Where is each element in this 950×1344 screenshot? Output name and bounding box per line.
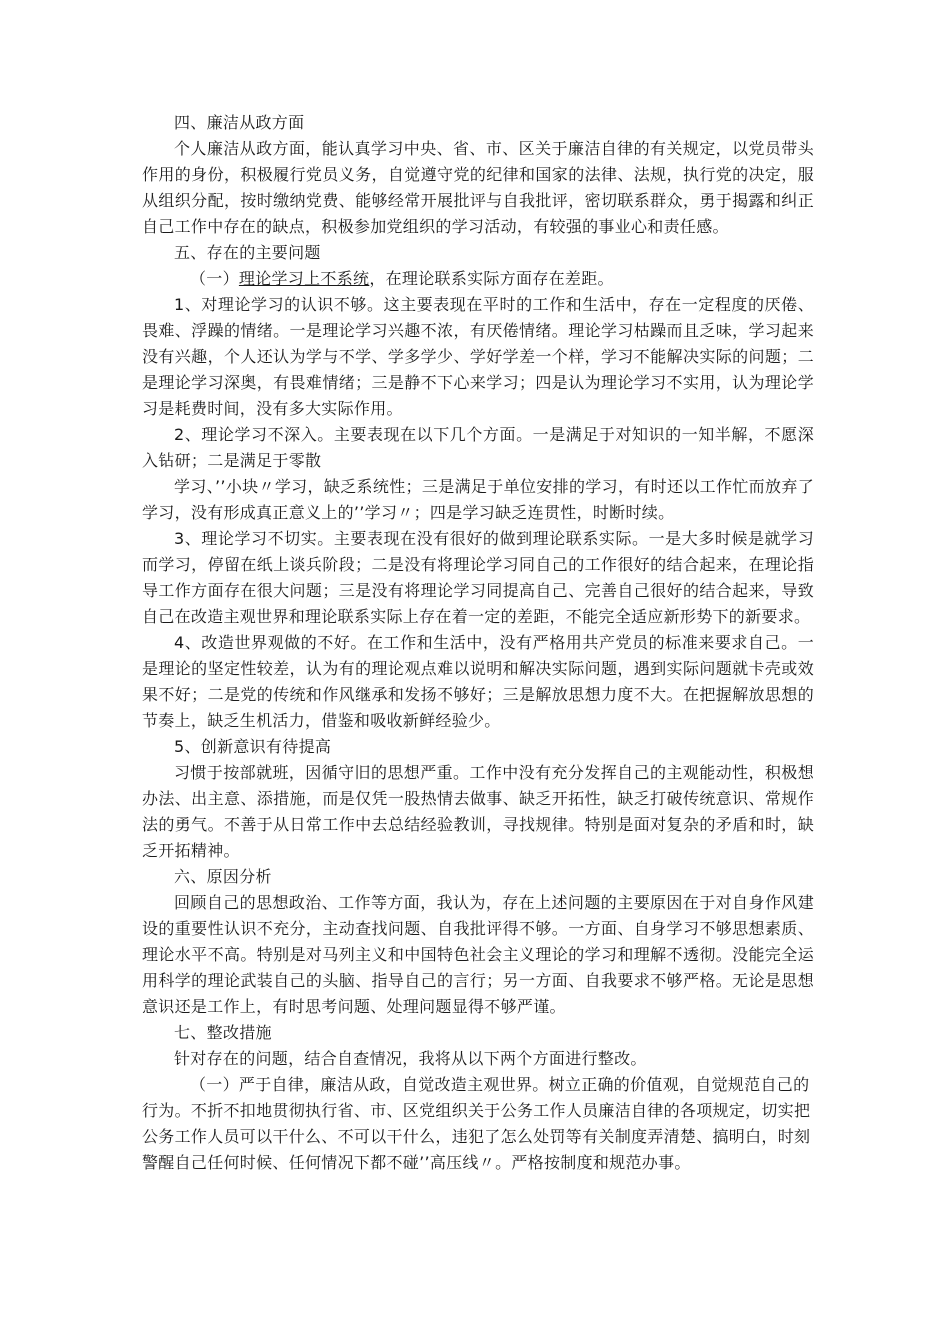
sub-heading-suffix: ，在理论联系实际方面存在差距。: [369, 269, 614, 288]
paragraph-problem-5-title: 5、创新意识有待提高: [174, 737, 332, 756]
sub-heading-theory-study: [142, 266, 814, 292]
sub-heading-prefix: （一）: [190, 269, 239, 288]
paragraph-problem-3: 3、理论学习不切实。主要表现在没有很好的做到理论联系实际。一是大多时候是就学习而学习，停留在纸上谈兵阶段；二是没有将理论学习同自己的工作很好的结合起来，在理论指导工作方面存在很大问题；三是没有将理论学习同提高自己、完善自己很好的结合起来，导致自己在改造主观世界和理论联系实际上存在着一定的差距，不能完全适应新形势下的新要求。: [142, 529, 814, 626]
section-heading-problems: 五、存在的主要问题: [174, 243, 321, 262]
paragraph-problem-2: 2、理论学习不深入。主要表现在以下几个方面。一是满足于对知识的一知半解，不愿深入钻研；二是满足于零散: [142, 425, 814, 470]
section-heading-causes: 六、原因分析: [174, 867, 272, 886]
sub-heading-underlined-text: 理论学习上不系统: [238, 269, 370, 288]
paragraph-measures-1: （一）严于自律，廉洁从政，自觉改造主观世界。树立正确的价值观，自觉规范自己的行为。不折不扣地贯彻执行省、市、区党组织关于公务工作人员廉洁自律的各项规定，切实把公务工作人员可以干什么、不可以干什么，违犯了怎么处罚等有关制度弄清楚、搞明白，时刻警醒自己任何时候、任何情况下都不碰’’高压线〃。严格按制度和规范办事。: [142, 1075, 811, 1172]
section-heading-integrity: 四、廉洁从政方面: [174, 113, 305, 132]
paragraph-problem-4: 4、改造世界观做的不好。在工作和生活中，没有严格用共产党员的标准来要求自己。一是理论的坚定性较差，认为有的理论观点难以说明和解决实际问题，遇到实际问题就卡壳或效果不好；二是党的传统和作风继承和发扬不够好；三是解放思想力度不大。在把握解放思想的节奏上，缺乏生机活力，借鉴和吸收新鲜经验少。: [142, 633, 814, 730]
paragraph-problem-2-continued: 学习、’’小块〃学习，缺乏系统性；三是满足于单位安排的学习，有时还以工作忙而放弃了学习，没有形成真正意义上的’’学习〃；四是学习缺乏连贯性，时断时续。: [142, 477, 814, 522]
document-body: [142, 110, 814, 1176]
paragraph-causes: 回顾自己的思想政治、工作等方面，我认为，存在上述问题的主要原因在于对自身作风建设的重要性认识不充分，主动查找问题、自我批评得不够。一方面、自身学习不够思想素质、理论水平不高。特别是对马列主义和中国特色社会主义理论的学习和理解不透彻。没能完全运用科学的理论武装自己的头脑、指导自己的言行；另一方面、自我要求不够严格。无论是思想意识还是工作上，有时思考问题、处理问题显得不够严谨。: [142, 893, 814, 1016]
paragraph-measures-intro: 针对存在的问题，结合自查情况，我将从以下两个方面进行整改。: [174, 1049, 647, 1068]
section-heading-measures: 七、整改措施: [174, 1023, 272, 1042]
paragraph-problem-1: 1、对理论学习的认识不够。这主要表现在平时的工作和生活中，存在一定程度的厌倦、畏难、浮躁的情绪。一是理论学习兴趣不浓，有厌倦情绪。理论学习枯躁而且乏味，学习起来没有兴趣，个人还认为学与不学、学多学少、学好学差一个样，学习不能解决实际的问题；二是理论学习深奥，有畏难情绪；三是静不下心来学习；四是认为理论学习不实用，认为理论学习是耗费时间，没有多大实际作用。: [142, 295, 814, 418]
paragraph-problem-5: 习惯于按部就班，因循守旧的思想严重。工作中没有充分发挥自己的主观能动性，积极想办法、出主意、添措施，而是仅凭一股热情去做事、缺乏开拓性，缺乏打破传统意识、常规作法的勇气。不善于从日常工作中去总结经验教训，寻找规律。特别是面对复杂的矛盾和时，缺乏开拓精神。: [142, 763, 814, 860]
paragraph-integrity: 个人廉洁从政方面，能认真学习中央、省、市、区关于廉洁自律的有关规定，以党员带头作用的身份，积极履行党员义务，自觉遵守党的纪律和国家的法律、法规，执行党的决定，服从组织分配，按时缴纳党费、能够经常开展批评与自我批评，密切联系群众，勇于揭露和纠正自己工作中存在的缺点，积极参加党组织的学习活动，有较强的事业心和责任感。: [142, 139, 814, 236]
